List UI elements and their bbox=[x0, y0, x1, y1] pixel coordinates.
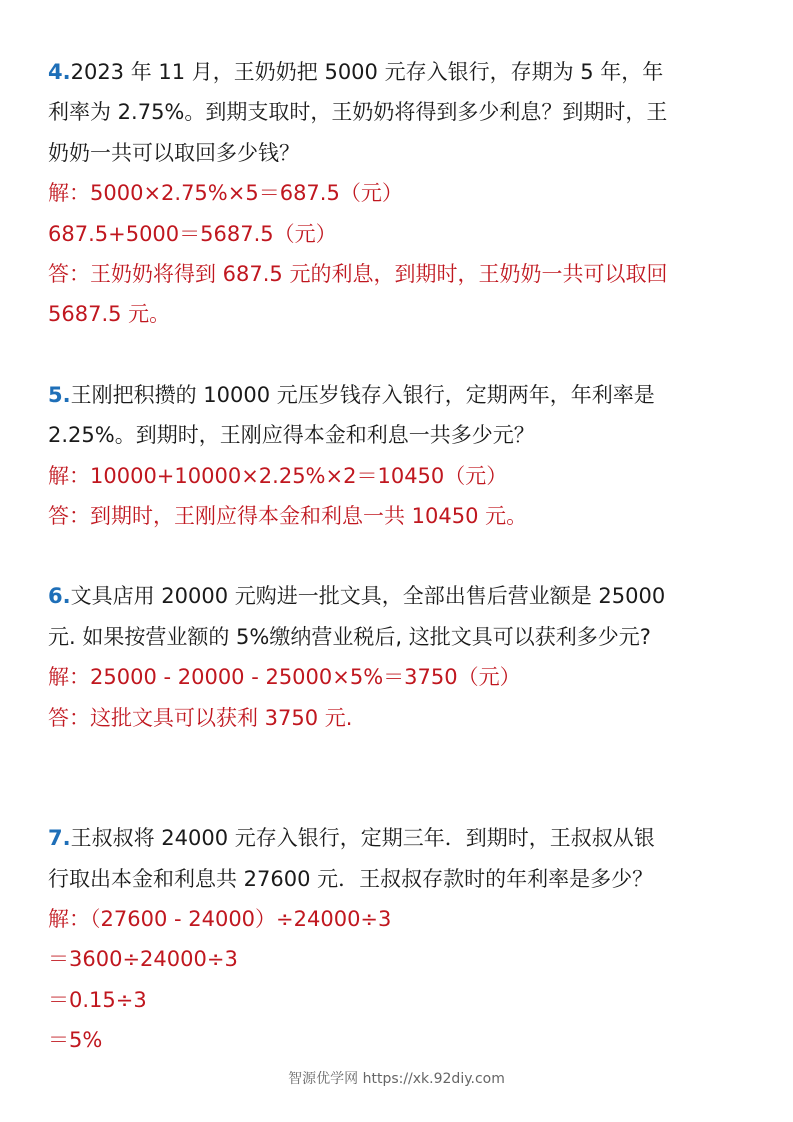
question-line: 利率为 2.75%。到期支取时，王奶奶将得到多少利息？到期时，王 bbox=[48, 100, 668, 125]
solution-line: 解：10000+10000×2.25%×2＝10450（元） bbox=[48, 463, 508, 488]
solution-line: 解：5000×2.75%×5＝687.5（元） bbox=[48, 181, 403, 206]
question-line bbox=[48, 52, 748, 92]
solution-line: ＝5% bbox=[48, 1028, 103, 1053]
problem-number: 7. bbox=[48, 826, 71, 851]
question-text: 文具店用 20000 元购进一批文具，全部出售后营业额是 25000 bbox=[70, 584, 666, 609]
problem-number: 4. bbox=[48, 60, 71, 84]
solution-line: 687.5+5000＝5687.5（元） bbox=[48, 221, 337, 246]
worksheet-page bbox=[48, 52, 748, 1061]
question-line: 元. 如果按营业额的 5%缴纳营业税后, 这批文具可以获利多少元? bbox=[48, 624, 651, 649]
solution-line: 解：（27600 - 24000）÷24000÷3 bbox=[48, 906, 392, 931]
problem-number: 5. bbox=[48, 382, 71, 407]
solution-line: ＝3600÷24000÷3 bbox=[48, 947, 238, 972]
footer-watermark: 智源优学网 https://xk.92diy.com bbox=[288, 1071, 505, 1087]
question-text: 2023 年 11 月，王奶奶把 5000 元存入银行，存期为 5 年，年 bbox=[70, 60, 664, 84]
question-line: 2.25%。到期时，王刚应得本金和利息一共多少元？ bbox=[48, 423, 535, 448]
problem-6 bbox=[48, 576, 748, 738]
problem-7 bbox=[48, 818, 748, 1060]
question-line: 奶奶一共可以取回多少钱？ bbox=[48, 140, 300, 165]
question-line bbox=[48, 375, 748, 415]
problem-number: 6. bbox=[48, 584, 71, 609]
answer-line: 答：这批文具可以获利 3750 元. bbox=[48, 705, 353, 730]
question-line bbox=[48, 818, 748, 858]
question-line bbox=[48, 576, 748, 616]
answer-line: 5687.5 元。 bbox=[48, 302, 171, 327]
question-line: 行取出本金和利息共 27600 元．王叔叔存款时的年利率是多少？ bbox=[48, 866, 654, 891]
answer-line: 答：王奶奶将得到 687.5 元的利息，到期时，王奶奶一共可以取回 bbox=[48, 262, 668, 287]
question-text: 王刚把积攒的 10000 元压岁钱存入银行，定期两年，年利率是 bbox=[70, 382, 655, 407]
problem-4 bbox=[48, 52, 748, 335]
solution-line: 解：25000 - 20000 - 25000×5%＝3750（元） bbox=[48, 665, 521, 690]
solution-line: ＝0.15÷3 bbox=[48, 987, 147, 1012]
problem-5 bbox=[48, 375, 748, 537]
answer-line: 答：到期时，王刚应得本金和利息一共 10450 元。 bbox=[48, 504, 528, 529]
question-text: 王叔叔将 24000 元存入银行，定期三年．到期时，王叔叔从银 bbox=[70, 826, 655, 851]
